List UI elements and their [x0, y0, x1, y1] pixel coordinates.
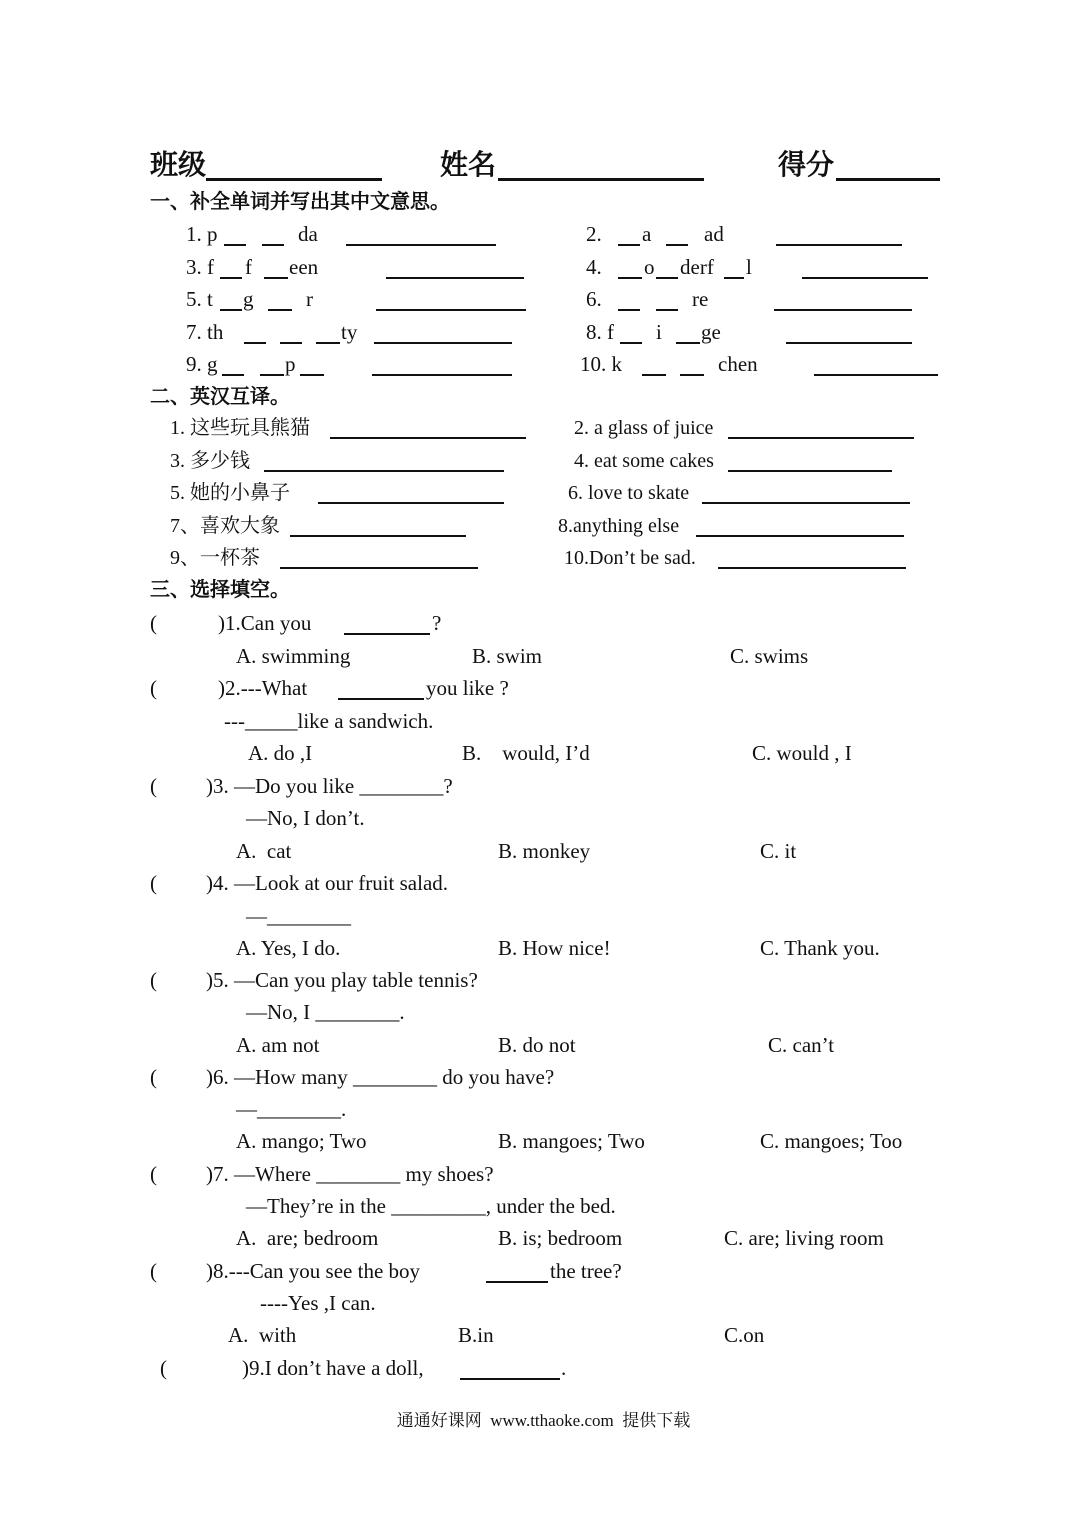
s2-item4: 4. eat some cakes: [574, 450, 714, 472]
q1-paren[interactable]: (: [150, 611, 157, 635]
section3-title: 三、选择填空。: [150, 579, 290, 601]
s2-item6-answer[interactable]: [702, 502, 910, 504]
s1-item4-d: l: [746, 255, 752, 279]
q1-text: )1.Can you: [218, 611, 312, 635]
q3-text: )3. —Do you like ________?: [206, 774, 453, 798]
class-blank[interactable]: [206, 178, 382, 181]
q2-paren[interactable]: (: [150, 676, 157, 700]
s1-item9-gap[interactable]: [222, 374, 244, 376]
q1-blank[interactable]: [344, 633, 430, 635]
q7-paren[interactable]: (: [150, 1162, 157, 1186]
s1-item5-gap[interactable]: [220, 309, 242, 311]
q1-option-a[interactable]: A. swimming: [236, 644, 351, 668]
q5-option-a[interactable]: A. am not: [236, 1033, 320, 1057]
q8-line2: ----Yes ,I can.: [260, 1291, 376, 1315]
s1-item3-c: een: [289, 255, 319, 279]
s2-item6: 6. love to skate: [568, 482, 690, 504]
q1-text-end: ?: [432, 611, 442, 635]
s1-item9-gap[interactable]: [260, 374, 284, 376]
q3-option-a[interactable]: A. cat: [236, 839, 292, 863]
q8-option-c[interactable]: C.on: [724, 1323, 765, 1347]
q6-paren[interactable]: (: [150, 1065, 157, 1089]
s1-item7-a: 7. th: [186, 320, 224, 344]
s1-item1-gap[interactable]: [262, 244, 284, 246]
q2-option-c[interactable]: C. would , I: [752, 741, 852, 765]
s2-item7-answer[interactable]: [290, 535, 466, 537]
s1-item3-answer[interactable]: [386, 277, 524, 279]
q6-option-a[interactable]: A. mango; Two: [236, 1129, 367, 1153]
s1-item2-gap[interactable]: [618, 244, 640, 246]
name-label: 姓名: [440, 150, 497, 181]
q1-option-b[interactable]: B. swim: [472, 644, 543, 668]
q2-text: )2.---What: [218, 676, 308, 700]
q8-option-a[interactable]: A. with: [228, 1323, 297, 1347]
s2-item9: 9、一杯茶: [170, 547, 260, 569]
q5-option-b[interactable]: B. do not: [498, 1033, 576, 1057]
q2-text-end: you like ?: [426, 676, 509, 700]
section2-title: 二、英汉互译。: [150, 386, 290, 408]
q5-line2: —No, I ________.: [246, 1000, 405, 1024]
s2-item2: 2. a glass of juice: [574, 417, 714, 439]
s1-item10-answer[interactable]: [814, 374, 938, 376]
q4-option-a[interactable]: A. Yes, I do.: [236, 936, 341, 960]
q8-text: )8.---Can you see the boy: [206, 1259, 421, 1283]
s1-item8-answer[interactable]: [786, 342, 912, 344]
s2-item7: 7、喜欢大象: [170, 515, 280, 537]
q7-line2: —They’re in the _________, under the bed.: [246, 1194, 616, 1218]
footer-text: 通通好课网 www.tthaoke.com 提供下载: [396, 1411, 691, 1430]
s1-item7-gap[interactable]: [244, 342, 266, 344]
s1-item4-gap[interactable]: [724, 277, 744, 279]
q3-paren[interactable]: (: [150, 774, 157, 798]
s1-item6-gap[interactable]: [618, 309, 640, 311]
s1-item1-gap[interactable]: [224, 244, 246, 246]
q9-paren[interactable]: (: [160, 1356, 167, 1380]
s2-item5: 5. 她的小鼻子: [170, 482, 290, 504]
q4-paren[interactable]: (: [150, 871, 157, 895]
s2-item4-answer[interactable]: [728, 470, 892, 472]
q8-blank[interactable]: [486, 1281, 548, 1283]
score-blank[interactable]: [836, 178, 940, 181]
s1-item10-a: 10. k: [580, 352, 622, 376]
q4-option-b[interactable]: B. How nice!: [498, 936, 611, 960]
q5-paren[interactable]: (: [150, 968, 157, 992]
q7-option-a[interactable]: A. are; bedroom: [236, 1226, 379, 1250]
q9-text-end: .: [561, 1356, 567, 1380]
name-blank[interactable]: [498, 178, 704, 181]
s1-item5-a: 5. t: [186, 287, 213, 311]
s1-item4-gap[interactable]: [618, 277, 642, 279]
s1-item5-answer[interactable]: [376, 309, 526, 311]
s1-item6-gap[interactable]: [656, 309, 678, 311]
s1-item9-answer[interactable]: [372, 374, 512, 376]
q9-blank[interactable]: [460, 1378, 560, 1380]
s1-item6-answer[interactable]: [774, 309, 912, 311]
class-label: 班级: [150, 150, 207, 181]
s2-item10-answer[interactable]: [718, 567, 906, 569]
s1-item3-a: 3. f: [186, 255, 214, 279]
q9-text: )9.I don’t have a doll,: [242, 1356, 424, 1380]
s1-item4-c: derf: [680, 255, 714, 279]
s1-item3-b: f: [245, 255, 252, 279]
s1-item7-answer[interactable]: [374, 342, 512, 344]
s1-item2-a: 2.: [586, 222, 602, 246]
q8-text-end: the tree?: [550, 1259, 622, 1283]
q4-option-c[interactable]: C. Thank you.: [760, 936, 880, 960]
s1-item8-gap[interactable]: [620, 342, 642, 344]
q6-option-b[interactable]: B. mangoes; Two: [498, 1129, 645, 1153]
s1-item3-gap[interactable]: [220, 277, 242, 279]
s1-item9-b: p: [285, 352, 296, 376]
q3-line2: —No, I don’t.: [246, 806, 365, 830]
s1-item4-gap[interactable]: [656, 277, 678, 279]
s1-item1-a: 1. p: [186, 222, 218, 246]
s1-item1-answer[interactable]: [346, 244, 496, 246]
s2-item2-answer[interactable]: [728, 437, 914, 439]
s2-item3-answer[interactable]: [264, 470, 504, 472]
q4-text: )4. —Look at our fruit salad.: [206, 871, 449, 895]
q6-text: )6. —How many ________ do you have?: [206, 1065, 555, 1089]
s1-item6-b: re: [692, 287, 709, 311]
q5-option-c[interactable]: C. can’t: [768, 1033, 835, 1057]
s1-item4-a: 4.: [586, 255, 602, 279]
s1-item2-c: ad: [704, 222, 724, 246]
q7-option-b[interactable]: B. is; bedroom: [498, 1226, 623, 1250]
s1-item5-gap[interactable]: [268, 309, 292, 311]
q8-paren[interactable]: (: [150, 1259, 157, 1283]
q2-option-a[interactable]: A. do ,I: [248, 741, 313, 765]
s1-item10-gap[interactable]: [680, 374, 704, 376]
q2-blank[interactable]: [338, 698, 424, 700]
s1-item2-answer[interactable]: [776, 244, 902, 246]
q1-option-c[interactable]: C. swims: [730, 644, 809, 668]
s1-item4-answer[interactable]: [802, 277, 928, 279]
q3-option-b[interactable]: B. monkey: [498, 839, 591, 863]
q6-line2: —________.: [236, 1097, 347, 1121]
s2-item5-answer[interactable]: [318, 502, 504, 504]
q2-option-b[interactable]: B. would, I’d: [462, 741, 590, 765]
s1-item8-a: 8. f: [586, 320, 614, 344]
s2-item3: 3. 多少钱: [170, 450, 250, 472]
s1-item8-c: ge: [701, 320, 721, 344]
s1-item4-b: o: [644, 255, 655, 279]
s1-item6-a: 6.: [586, 287, 602, 311]
s1-item8-b: i: [656, 320, 662, 344]
q8-option-b[interactable]: B.in: [458, 1323, 494, 1347]
s1-item1-b: da: [298, 222, 318, 246]
s2-item8-answer[interactable]: [696, 535, 904, 537]
s1-item7-gap[interactable]: [316, 342, 340, 344]
s2-item1: 1. 这些玩具熊猫: [170, 417, 310, 439]
s1-item5-c: r: [306, 287, 313, 311]
s1-item9-gap[interactable]: [300, 374, 324, 376]
score-label: 得分: [778, 150, 835, 181]
s1-item7-b: ty: [341, 320, 358, 344]
s2-item1-answer[interactable]: [330, 437, 526, 439]
s1-item9-a: 9. g: [186, 352, 218, 376]
s2-item10: 10.Don’t be sad.: [564, 547, 696, 569]
s1-item10-gap[interactable]: [642, 374, 666, 376]
q2-line2: ---_____like a sandwich.: [224, 709, 434, 733]
s1-item2-b: a: [642, 222, 652, 246]
s2-item9-answer[interactable]: [280, 567, 478, 569]
s1-item8-gap[interactable]: [676, 342, 700, 344]
q7-option-c[interactable]: C. are; living room: [724, 1226, 884, 1250]
s1-item10-b: chen: [718, 352, 758, 376]
q6-option-c[interactable]: C. mangoes; Too: [760, 1129, 903, 1153]
q5-text: )5. —Can you play table tennis?: [206, 968, 478, 992]
q3-option-c[interactable]: C. it: [760, 839, 797, 863]
s1-item2-gap[interactable]: [666, 244, 688, 246]
s1-item5-b: g: [243, 287, 254, 311]
section1-title: 一、补全单词并写出其中文意思。: [150, 191, 450, 213]
q7-text: )7. —Where ________ my shoes?: [206, 1162, 494, 1186]
s1-item3-gap[interactable]: [264, 277, 288, 279]
s2-item8: 8.anything else: [558, 515, 680, 537]
s1-item7-gap[interactable]: [280, 342, 302, 344]
q4-line2: —________: [246, 904, 351, 928]
